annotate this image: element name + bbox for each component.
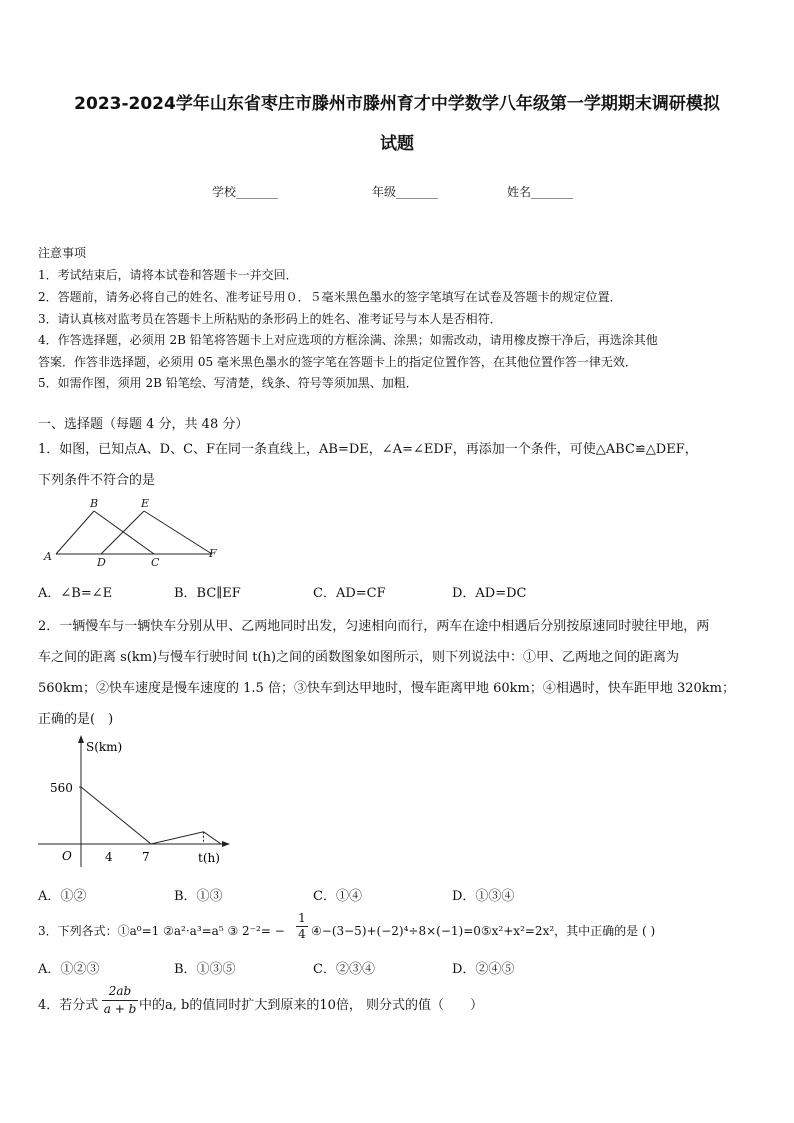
- q2-text-2: 车之间的距离 s(km)与慢车行驶时间 t(h)之间的函数图象如图所示，则下列说法中：①甲、乙两地之间的距离为: [38, 650, 680, 665]
- q3-expr-2: ②a²·a³=a⁵: [163, 924, 224, 938]
- note-item-5: 5．如需作图，须用 2B 铅笔绘、写清楚，线条、符号等须加黑、加粗．: [38, 376, 418, 390]
- q2-option-b: B．①③: [174, 889, 223, 904]
- q3-text-cont: [311, 922, 655, 939]
- q3-option-b: B．①③⑤: [174, 962, 236, 977]
- q4-frac-den: a + b: [103, 1002, 137, 1016]
- y-axis-arrow: [78, 735, 84, 743]
- q1-text-cont: 下列条件不符合的是: [38, 473, 156, 488]
- x-axis-label: t(h): [198, 851, 220, 865]
- section-heading: 一、选择题（每题 4 分，共 48 分）: [38, 417, 249, 432]
- segment-ab: [56, 511, 94, 554]
- q2-text-3: 560km；②快车速度是慢车速度的 1.5 倍；③快车到达甲地时，慢车距离甲地 60km；④相遇时，快车距甲地 320km；: [38, 681, 735, 696]
- page-title: 2023-2024学年山东省枣庄市滕州市滕州育才中学数学八年级第一学期期末调研模拟: [74, 94, 720, 114]
- q1-text: 1．如图，已知点A、D、C、F在同一条直线上，AB=DE，∠A=∠EDF，再添加一个条件，可使△ABC≌△DEF，: [38, 442, 698, 457]
- segment-de: [101, 511, 144, 554]
- x-tick-7: 7: [142, 850, 150, 864]
- segment-ef: [144, 511, 212, 554]
- point-a-label: A: [44, 550, 52, 563]
- q1-figure: [40, 494, 230, 569]
- y-axis-label: S(km): [86, 740, 123, 754]
- point-d-label: D: [97, 556, 106, 569]
- name-field: 姓名_______: [507, 185, 574, 199]
- q1-option-b: B．BC∥EF: [174, 586, 241, 601]
- q3-option-d: D．②④⑤: [452, 962, 515, 977]
- q3-option-a: A．①②③: [38, 962, 100, 977]
- origin-label: O: [62, 849, 72, 863]
- note-item-1: 1．考试结束后，请将本试卷和答题卡一并交回．: [38, 268, 298, 282]
- point-b-label: B: [90, 497, 99, 510]
- q3-text: [38, 922, 285, 939]
- point-e-label: E: [141, 497, 150, 510]
- q3-frac-den: 4: [298, 927, 306, 941]
- q1-option-a: A．∠B=∠E: [38, 586, 113, 601]
- q2-text-4: 正确的是( ): [38, 712, 114, 727]
- note-item-3: 3．请认真核对监考员在答题卡上所粘贴的条形码上的姓名、准考证号与本人是否相符．: [38, 312, 502, 326]
- distance-line: [81, 787, 221, 844]
- grade-field: 年级_______: [372, 185, 439, 199]
- q2-chart: [36, 735, 236, 870]
- q3-suffix: ，其中正确的是 ( ): [554, 924, 656, 938]
- x-axis-arrow: [222, 841, 230, 847]
- page-title-cont: 试题: [380, 134, 414, 154]
- q3-frac-num: 1: [296, 911, 308, 927]
- y-tick-560: 560: [50, 781, 73, 795]
- note-item-4-cont: 答案．作答非选择题，必须用 05 毫米黑色墨水的签字笔在答题卡上的指定位置作答，在其他位置作答一律无效．: [38, 355, 637, 369]
- q4-prefix: 4．若分式: [38, 998, 99, 1013]
- notes-heading: 注意事项: [38, 246, 87, 260]
- x-tick-4: 4: [105, 850, 113, 864]
- q2-option-d: D．①③④: [452, 889, 515, 904]
- q2-option-c: C．①④: [313, 889, 362, 904]
- q3-fraction: [296, 911, 308, 942]
- q4-suffix: 中的a, b的值同时扩大到原来的10倍， 则分式的值（ ）: [139, 998, 484, 1013]
- segment-bc: [94, 511, 154, 554]
- q4-fraction: [102, 983, 138, 1018]
- note-item-4: 4．作答选择题，必须用 2B 铅笔将答题卡上对应选项的方框涂满、涂黑；如需改动，请用橡皮擦干净后，再选涂其他: [38, 333, 658, 347]
- q2-text-1: 2．一辆慢车与一辆快车分别从甲、乙两地同时出发，匀速相向而行，两车在途中相遇后分别按原速同时驶往甲地，两: [38, 619, 710, 634]
- school-field: 学校_______: [212, 185, 279, 199]
- q2-option-a: A．①②: [38, 889, 87, 904]
- q3-expr-4: ④−(3−5)+(−2)⁴÷8×(−1)=0: [311, 924, 481, 938]
- q1-option-c: C．AD=CF: [313, 586, 386, 601]
- point-c-label: C: [151, 556, 160, 569]
- q3-expr-3: ③ 2⁻²= −: [227, 924, 285, 938]
- q1-option-d: D．AD=DC: [452, 586, 527, 601]
- q4-frac-num: 2ab: [102, 983, 138, 1001]
- q3-option-c: C．②③④: [313, 962, 375, 977]
- point-f-label: F: [209, 547, 217, 560]
- note-item-2: 2．答题前，请务必将自己的姓名、准考证号用０．５毫米黑色墨水的签字笔填写在试卷及答题卡的规定位置．: [38, 290, 622, 304]
- q3-expr-1: ①a⁰=1: [117, 924, 160, 938]
- q3-prefix: 3．下列各式：: [38, 924, 118, 938]
- q3-expr-5: ⑤x²+x²=2x²: [480, 924, 555, 938]
